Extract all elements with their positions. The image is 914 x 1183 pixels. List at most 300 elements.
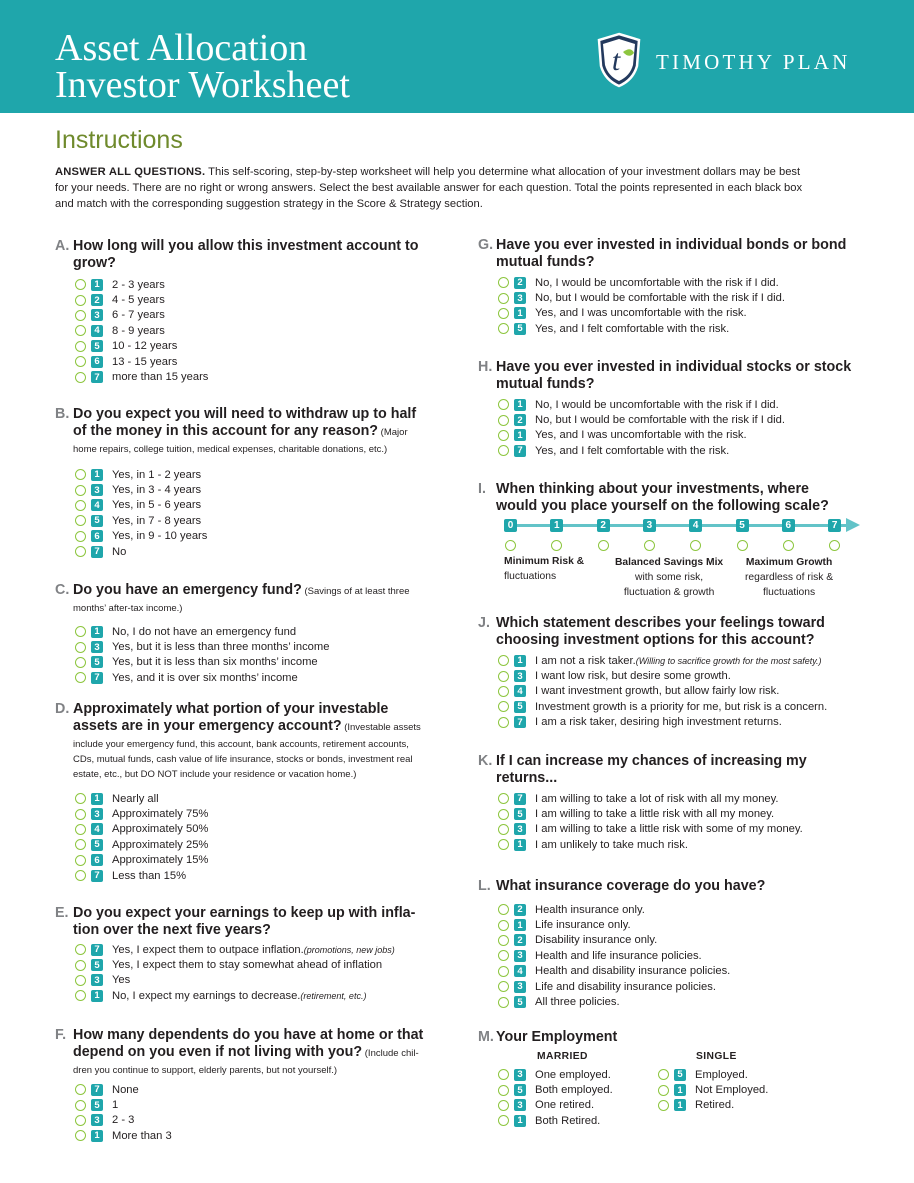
option-j-2[interactable] <box>498 668 827 683</box>
option-label: Yes <box>112 974 131 987</box>
option-label: Health and disability insurance policies. <box>535 965 731 978</box>
radio-circle-icon[interactable] <box>75 1084 86 1095</box>
question-b-options <box>55 467 416 559</box>
radio-circle-icon[interactable] <box>498 701 509 712</box>
radio-circle-icon[interactable] <box>75 356 86 367</box>
score-box: 3 <box>514 292 526 304</box>
score-box: 1 <box>514 399 526 411</box>
option-l-6[interactable] <box>498 979 765 994</box>
option-label: 2 - 3 <box>112 1114 135 1127</box>
instructions-line-1: ANSWER ALL QUESTIONS. This self-scoring, step-by-step worksheet will help you determine what allocation of your investment dollars may be best <box>55 166 801 178</box>
option-label: Nearly all <box>112 792 159 805</box>
option-l-4[interactable] <box>498 948 765 963</box>
option-a-3[interactable] <box>75 308 419 323</box>
question-l-options <box>478 902 765 1010</box>
score-box: 5 <box>91 839 103 851</box>
score-box: 1 <box>91 1130 103 1142</box>
married-column <box>478 1051 648 1129</box>
option-a-2[interactable] <box>75 292 419 307</box>
option-g-4[interactable] <box>498 321 846 336</box>
radio-circle-icon[interactable] <box>75 1130 86 1141</box>
option-label: No, I do not have an emergency fund <box>112 625 297 638</box>
score-box: 1 <box>514 1115 526 1127</box>
option-label: Disability insurance only. <box>535 934 658 947</box>
option-label: I am willing to take a little risk with all my money. <box>535 808 775 821</box>
radio-circle-icon[interactable] <box>498 686 509 697</box>
score-box: 7 <box>91 870 103 882</box>
radio-circle-icon[interactable] <box>498 920 509 931</box>
radio-circle-icon[interactable] <box>75 469 86 480</box>
option-label: I am unlikely to take much risk. <box>535 838 688 851</box>
option-label: more than 15 years <box>112 371 209 384</box>
option-label: Health and life insurance policies. <box>535 949 702 962</box>
score-box: 2 <box>514 904 526 916</box>
scale-number-5: 5 <box>736 519 749 532</box>
radio-circle-icon[interactable] <box>75 1100 86 1111</box>
radio-circle-icon[interactable] <box>75 642 86 653</box>
radio-circle-icon[interactable] <box>75 839 86 850</box>
option-label: I want low risk, but desire some growth. <box>535 670 731 683</box>
option-m-married-1[interactable] <box>498 1067 648 1082</box>
radio-circle-icon[interactable] <box>75 1115 86 1126</box>
question-h <box>478 359 851 459</box>
single-label: SINGLE <box>696 1051 737 1062</box>
question-l-heading: L. What insurance coverage do you have? <box>478 878 766 894</box>
score-box: 4 <box>514 685 526 697</box>
question-c-options <box>55 624 410 686</box>
option-d-5[interactable] <box>75 853 421 868</box>
radio-circle-icon[interactable] <box>498 935 509 946</box>
question-g-options <box>478 275 846 337</box>
option-k-2[interactable] <box>498 806 807 821</box>
option-c-1[interactable] <box>75 624 410 639</box>
option-label: Investment growth is a priority for me, but risk is a concern. <box>535 700 828 713</box>
question-m-heading: M. Your Employment <box>478 1029 618 1045</box>
question-e-options <box>55 942 415 1004</box>
option-d-6[interactable] <box>75 868 421 883</box>
option-g-2[interactable] <box>498 290 846 305</box>
question-d <box>55 701 421 883</box>
score-box: 1 <box>91 626 103 638</box>
scale-radio-1[interactable] <box>551 540 562 551</box>
score-box: 1 <box>514 839 526 851</box>
instructions-line-3: and match with the corresponding suggestion strategy in the Score & Strategy section. <box>55 198 483 210</box>
option-d-4[interactable] <box>75 837 421 852</box>
option-f-3[interactable] <box>75 1113 423 1128</box>
option-label: Yes, and it is over six months’ income <box>112 671 298 684</box>
question-g-heading: G. Have you ever invested in individual bonds or bond mutual funds? <box>478 237 847 270</box>
question-l <box>478 878 765 1010</box>
option-f-1[interactable] <box>75 1082 423 1097</box>
scale-number-7: 7 <box>828 519 841 532</box>
option-label: Yes, but it is less than six months’ income <box>112 656 318 669</box>
score-box: 2 <box>91 294 103 306</box>
option-label: Yes, in 3 - 4 years <box>112 484 202 497</box>
score-box: 3 <box>514 981 526 993</box>
radio-circle-icon[interactable] <box>75 546 86 557</box>
option-h-4[interactable] <box>498 443 851 458</box>
question-m-single-options <box>638 1067 798 1113</box>
scale-number-2: 2 <box>597 519 610 532</box>
question-b <box>55 406 416 559</box>
scale-number-4: 4 <box>689 519 702 532</box>
score-box: 3 <box>91 484 103 496</box>
option-label: 1 <box>112 1099 119 1112</box>
option-l-7[interactable] <box>498 994 765 1009</box>
score-box: 3 <box>91 974 103 986</box>
question-j-options <box>478 653 827 730</box>
option-label: 2 - 3 years <box>112 278 165 291</box>
option-a-1[interactable] <box>75 277 419 292</box>
score-box: 5 <box>514 701 526 713</box>
option-label: Yes, in 7 - 8 years <box>112 514 202 527</box>
radio-circle-icon[interactable] <box>75 809 86 820</box>
radio-circle-icon[interactable] <box>498 655 509 666</box>
scale-radio-5[interactable] <box>737 540 748 551</box>
radio-circle-icon[interactable] <box>75 944 86 955</box>
radio-circle-icon[interactable] <box>498 1100 509 1111</box>
score-box: 2 <box>514 934 526 946</box>
score-box: 4 <box>91 325 103 337</box>
radio-circle-icon[interactable] <box>75 515 86 526</box>
option-h-1[interactable] <box>498 397 851 412</box>
option-label: Yes, but it is less than three months’ income <box>112 641 330 654</box>
radio-circle-icon[interactable] <box>75 531 86 542</box>
instructions-line-2: for your needs. There are no right or wrong answers. Select the best available answer for each question. Total the points represented in each black box <box>55 182 803 194</box>
worksheet-title <box>55 27 350 106</box>
radio-circle-icon[interactable] <box>498 809 509 820</box>
question-i-heading: I. When thinking about your investments, where would you place yourself on the following scale? <box>478 481 829 514</box>
option-a-5[interactable] <box>75 339 419 354</box>
scale-arrow-icon <box>846 518 860 532</box>
option-e-2[interactable] <box>75 957 415 972</box>
question-b-heading: B. Do you expect you will need to withdraw up to half of the money in this account for any reason? (Major <box>55 406 417 439</box>
radio-circle-icon[interactable] <box>75 870 86 881</box>
radio-circle-icon[interactable] <box>75 279 86 290</box>
radio-circle-icon[interactable] <box>498 839 509 850</box>
question-j-heading: J. Which statement describes your feelings toward choosing investment options for this account? <box>478 615 825 648</box>
question-m <box>478 1029 769 1127</box>
scale-number-0: 0 <box>504 519 517 532</box>
option-a-7[interactable] <box>75 369 419 384</box>
radio-circle-icon[interactable] <box>498 399 509 410</box>
question-b-note: home repairs, college tuition, medical expenses, charitable donations, etc.) <box>73 444 388 455</box>
question-f-note: dren you continue to support, elderly parents, but not yourself.) <box>73 1065 338 1076</box>
option-label: Not Employed. <box>695 1084 769 1097</box>
option-label: 8 - 9 years <box>112 324 165 337</box>
option-label: Yes, and I was uncomfortable with the risk. <box>535 429 747 442</box>
option-b-3[interactable] <box>75 498 416 513</box>
option-k-3[interactable] <box>498 822 807 837</box>
radio-circle-icon[interactable] <box>75 672 86 683</box>
radio-circle-icon[interactable] <box>498 997 509 1008</box>
score-box: 7 <box>91 1084 103 1096</box>
option-note: (Willing to sacrifice growth for the most safety.) <box>635 655 822 666</box>
question-g <box>478 237 846 337</box>
option-label: I want investment growth, but allow fairly low risk. <box>535 685 780 698</box>
svg-text:t: t <box>611 44 621 77</box>
question-i <box>478 481 829 515</box>
radio-circle-icon[interactable] <box>75 990 86 1001</box>
option-m-married-2[interactable] <box>498 1082 648 1097</box>
radio-circle-icon[interactable] <box>498 293 509 304</box>
option-label: 6 - 7 years <box>112 309 165 322</box>
instructions-lead: ANSWER ALL QUESTIONS. <box>55 166 206 178</box>
option-label: No, but I would be comfortable with the risk if I did. <box>535 414 785 427</box>
option-label: Yes, and I was uncomfortable with the risk. <box>535 307 747 320</box>
option-label: No, I would be uncomfortable with the risk if I did. <box>535 398 779 411</box>
radio-circle-icon[interactable] <box>498 308 509 319</box>
score-box: 7 <box>514 793 526 805</box>
option-label: All three policies. <box>535 996 620 1009</box>
option-label: Employed. <box>695 1068 748 1081</box>
option-l-2[interactable] <box>498 917 765 932</box>
radio-circle-icon[interactable] <box>75 325 86 336</box>
radio-circle-icon[interactable] <box>75 824 86 835</box>
option-label: I am a risk taker, desiring high investment returns. <box>535 716 782 729</box>
radio-circle-icon[interactable] <box>498 904 509 915</box>
option-label: Both Retired. <box>535 1114 601 1127</box>
radio-circle-icon[interactable] <box>75 372 86 383</box>
score-box: 3 <box>91 1114 103 1126</box>
radio-circle-icon[interactable] <box>498 415 509 426</box>
radio-circle-icon[interactable] <box>498 277 509 288</box>
option-e-1[interactable] <box>75 942 415 957</box>
scale-radio-0[interactable] <box>505 540 516 551</box>
option-label: I am willing to take a lot of risk with all my money. <box>535 792 779 805</box>
option-b-5[interactable] <box>75 529 416 544</box>
radio-circle-icon[interactable] <box>498 1085 509 1096</box>
score-box: 5 <box>91 340 103 352</box>
question-j <box>478 615 827 730</box>
score-box: 1 <box>91 990 103 1002</box>
radio-circle-icon[interactable] <box>75 975 86 986</box>
option-a-4[interactable] <box>75 323 419 338</box>
option-h-3[interactable] <box>498 428 851 443</box>
radio-circle-icon[interactable] <box>498 1115 509 1126</box>
question-a-options <box>55 277 419 385</box>
radio-circle-icon[interactable] <box>498 793 509 804</box>
radio-circle-icon[interactable] <box>75 295 86 306</box>
single-column <box>638 1051 798 1113</box>
option-label: Approximately 50% <box>112 823 209 836</box>
radio-circle-icon[interactable] <box>75 793 86 804</box>
score-box: 1 <box>674 1099 686 1111</box>
question-d-note-2: CDs, mutual funds, cash value of life insurance, stocks or bonds, investment real <box>73 754 413 765</box>
option-c-2[interactable] <box>75 639 410 654</box>
option-l-1[interactable] <box>498 902 765 917</box>
score-box: 5 <box>514 323 526 335</box>
question-e <box>55 905 415 1004</box>
option-b-2[interactable] <box>75 482 416 497</box>
radio-circle-icon[interactable] <box>75 310 86 321</box>
option-h-2[interactable] <box>498 412 851 427</box>
option-label: Retired. <box>695 1099 735 1112</box>
option-label: Approximately 25% <box>112 838 209 851</box>
option-k-1[interactable] <box>498 791 807 806</box>
option-l-5[interactable] <box>498 964 765 979</box>
score-box: 7 <box>91 944 103 956</box>
option-label: I am willing to take a little risk with some of my money. <box>535 823 803 836</box>
question-d-heading: D. Approximately what portion of your investable assets are in your emergency account? (Investable assets <box>55 701 421 734</box>
option-c-3[interactable] <box>75 655 410 670</box>
option-label: No, but I would be comfortable with the risk if I did. <box>535 292 785 305</box>
radio-circle-icon[interactable] <box>498 1069 509 1080</box>
scale-number-1: 1 <box>550 519 563 532</box>
radio-circle-icon[interactable] <box>75 500 86 511</box>
question-m-married-options <box>478 1067 648 1129</box>
question-c-heading: C. Do you have an emergency fund? (Savings of at least three <box>55 582 410 598</box>
scale-radio-7[interactable] <box>829 540 840 551</box>
option-j-3[interactable] <box>498 684 827 699</box>
question-e-heading: E. Do you expect your earnings to keep up with infla- tion over the next five years? <box>55 905 416 938</box>
option-label: No, I expect my earnings to decrease. <box>112 989 301 1002</box>
score-box: 1 <box>514 919 526 931</box>
score-box: 5 <box>674 1069 686 1081</box>
timothy-plan-shield-icon <box>596 32 642 88</box>
score-box: 3 <box>514 823 526 835</box>
option-d-3[interactable] <box>75 822 421 837</box>
radio-circle-icon[interactable] <box>75 626 86 637</box>
option-label: Health insurance only. <box>535 903 645 916</box>
option-d-1[interactable] <box>75 791 421 806</box>
option-j-4[interactable] <box>498 699 827 714</box>
scale-number-3: 3 <box>643 519 656 532</box>
header-banner <box>0 0 914 113</box>
score-box: 1 <box>91 793 103 805</box>
score-box: 4 <box>514 965 526 977</box>
question-a <box>55 238 419 385</box>
score-box: 3 <box>514 670 526 682</box>
question-d-options <box>55 791 421 883</box>
option-f-4[interactable] <box>75 1128 423 1143</box>
radio-circle-icon[interactable] <box>498 717 509 728</box>
option-a-6[interactable] <box>75 354 419 369</box>
score-box: 1 <box>91 469 103 481</box>
score-box: 5 <box>91 1099 103 1111</box>
option-f-2[interactable] <box>75 1097 423 1112</box>
option-j-1[interactable] <box>498 653 827 668</box>
radio-circle-icon[interactable] <box>658 1069 669 1080</box>
score-box: 3 <box>514 950 526 962</box>
radio-circle-icon[interactable] <box>75 855 86 866</box>
instructions-title: Instructions <box>55 126 183 154</box>
score-box: 3 <box>91 808 103 820</box>
option-label: Yes, I expect them to stay somewhat ahead of inflation <box>112 959 383 972</box>
score-box: 5 <box>514 996 526 1008</box>
score-box: 3 <box>91 641 103 653</box>
radio-circle-icon[interactable] <box>498 430 509 441</box>
option-label: Yes, and I felt comfortable with the risk. <box>535 322 730 335</box>
option-label: Yes, and I felt comfortable with the risk. <box>535 444 730 457</box>
option-m-married-3[interactable] <box>498 1098 648 1113</box>
radio-circle-icon[interactable] <box>75 485 86 496</box>
radio-circle-icon[interactable] <box>498 981 509 992</box>
option-b-1[interactable] <box>75 467 416 482</box>
instructions-text <box>55 164 867 212</box>
scale-radio-6[interactable] <box>783 540 794 551</box>
title-line-1: Asset Allocation <box>55 27 308 69</box>
option-label: More than 3 <box>112 1129 172 1142</box>
option-m-married-4[interactable] <box>498 1113 648 1128</box>
score-box: 2 <box>514 277 526 289</box>
radio-circle-icon[interactable] <box>498 671 509 682</box>
married-label: MARRIED <box>537 1051 588 1062</box>
option-j-5[interactable] <box>498 715 827 730</box>
score-box: 5 <box>91 515 103 527</box>
score-box: 6 <box>91 356 103 368</box>
option-label: None <box>112 1083 139 1096</box>
score-box: 1 <box>514 429 526 441</box>
risk-scale <box>498 517 864 612</box>
option-label: Yes, in 1 - 2 years <box>112 468 202 481</box>
score-box: 7 <box>91 672 103 684</box>
score-box: 2 <box>514 414 526 426</box>
radio-circle-icon[interactable] <box>75 657 86 668</box>
option-b-4[interactable] <box>75 513 416 528</box>
radio-circle-icon[interactable] <box>498 950 509 961</box>
score-box: 7 <box>514 445 526 457</box>
option-label: Yes, in 5 - 6 years <box>112 499 202 512</box>
option-label: Both employed. <box>535 1084 613 1097</box>
option-k-4[interactable] <box>498 837 807 852</box>
option-label: 13 - 15 years <box>112 355 178 368</box>
question-d-note-3: estate, etc., but DO NOT include your residence or vacation home.) <box>73 769 357 780</box>
brand-name: TIMOTHY PLAN <box>656 50 851 74</box>
scale-radio-3[interactable] <box>644 540 655 551</box>
option-g-3[interactable] <box>498 306 846 321</box>
option-e-3[interactable] <box>75 973 415 988</box>
option-e-4[interactable] <box>75 988 415 1003</box>
radio-circle-icon[interactable] <box>498 966 509 977</box>
radio-circle-icon[interactable] <box>75 960 86 971</box>
option-label: No <box>112 545 127 558</box>
option-c-4[interactable] <box>75 670 410 685</box>
scale-radio-4[interactable] <box>690 540 701 551</box>
radio-circle-icon[interactable] <box>75 341 86 352</box>
option-b-6[interactable] <box>75 544 416 559</box>
option-m-single-2[interactable] <box>658 1082 798 1097</box>
option-label: 10 - 12 years <box>112 340 178 353</box>
score-box: 5 <box>91 959 103 971</box>
radio-circle-icon[interactable] <box>658 1100 669 1111</box>
option-label: Yes, I expect them to outpace inflation. <box>112 943 304 956</box>
question-k-options <box>478 791 807 853</box>
title-line-2: Investor Worksheet <box>55 64 350 106</box>
question-f <box>55 1027 423 1144</box>
score-box: 7 <box>514 716 526 728</box>
option-d-2[interactable] <box>75 806 421 821</box>
question-h-options <box>478 397 851 459</box>
option-m-single-1[interactable] <box>658 1067 798 1082</box>
radio-circle-icon[interactable] <box>498 323 509 334</box>
score-box: 1 <box>91 279 103 291</box>
scale-radio-2[interactable] <box>598 540 609 551</box>
option-m-single-3[interactable] <box>658 1098 798 1113</box>
score-box: 3 <box>91 309 103 321</box>
option-label: One employed. <box>535 1068 611 1081</box>
option-label: Yes, in 9 - 10 years <box>112 530 208 543</box>
score-box: 6 <box>91 854 103 866</box>
radio-circle-icon[interactable] <box>658 1085 669 1096</box>
question-h-heading: H. Have you ever invested in individual stocks or stock mutual funds? <box>478 359 852 392</box>
scale-label-max: Maximum Growth regardless of risk & fluctuations <box>745 557 834 598</box>
radio-circle-icon[interactable] <box>498 445 509 456</box>
option-g-1[interactable] <box>498 275 846 290</box>
option-l-3[interactable] <box>498 933 765 948</box>
score-box: 4 <box>91 823 103 835</box>
radio-circle-icon[interactable] <box>498 824 509 835</box>
